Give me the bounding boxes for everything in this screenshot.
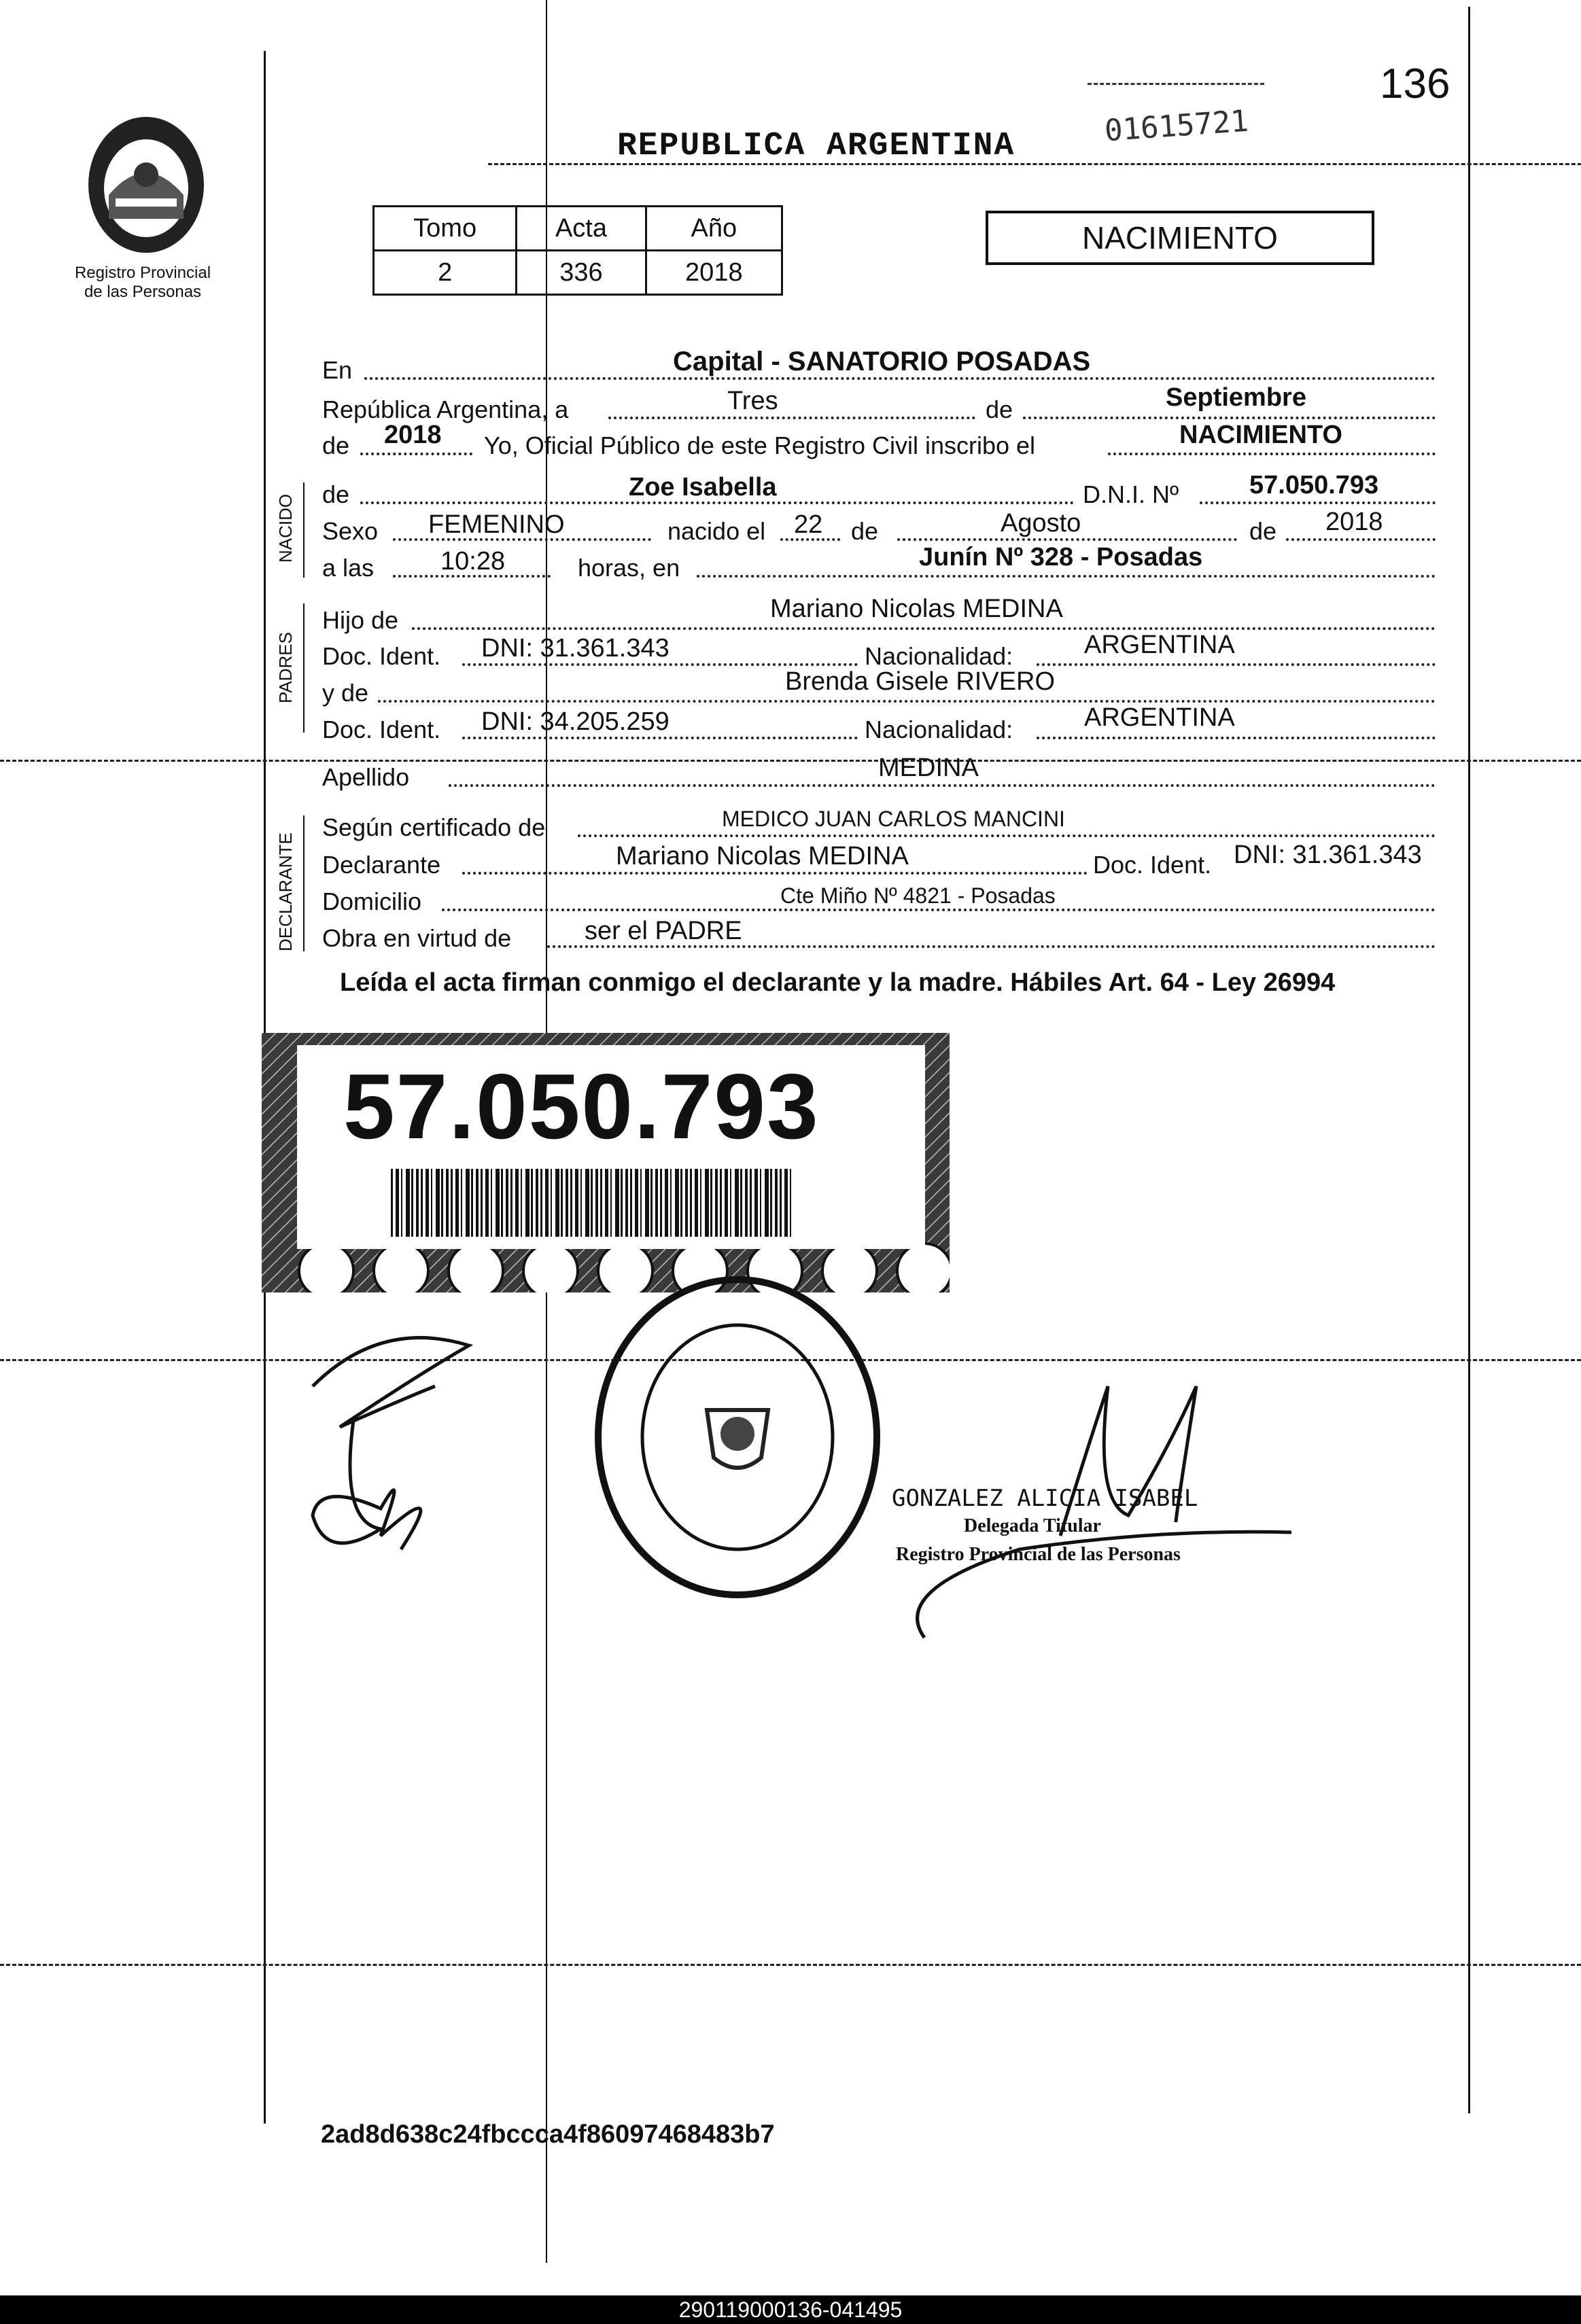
barcode-bar — [431, 1169, 432, 1237]
barcode-bar — [605, 1169, 608, 1237]
domicilio-label: Domicilio — [322, 887, 422, 915]
sticker-dni-number: 57.050.793 — [343, 1055, 820, 1158]
father-name: Mariano Nicolas MEDINA — [770, 595, 1063, 623]
barcode-bar — [441, 1169, 443, 1237]
barcode-bar — [515, 1169, 519, 1237]
barcode-bar — [660, 1169, 662, 1237]
barcode-bar — [610, 1169, 612, 1237]
hijo-label: Hijo de — [322, 606, 399, 634]
dotted-line — [364, 377, 1436, 380]
record-table-header: Acta — [517, 207, 646, 251]
barcode-bar — [710, 1169, 712, 1237]
barcode-bar — [391, 1169, 393, 1237]
sex-value: FEMENINO — [428, 510, 565, 539]
record-table-value-row — [374, 251, 782, 295]
barcode-bar — [540, 1169, 542, 1237]
section-declarante: DECLARANTE — [275, 832, 296, 951]
barcode-bar — [411, 1169, 413, 1237]
barcode-bar — [720, 1169, 722, 1237]
segun-label: Según certificado de — [322, 813, 546, 841]
place-value: Capital - SANATORIO POSADAS — [673, 347, 1091, 376]
barcode-bar — [740, 1169, 742, 1237]
barcode-bar — [555, 1169, 559, 1237]
barcode-bar — [775, 1169, 778, 1237]
serial-number: 01615721 — [1103, 103, 1250, 149]
republica-label: República Argentina, a — [322, 395, 569, 423]
registry-caption-line1: Registro Provincial — [74, 264, 211, 282]
barcode-bar — [566, 1169, 568, 1237]
de-label: de — [322, 480, 350, 508]
barcode-bar — [635, 1169, 638, 1237]
barcode-bar — [506, 1169, 508, 1237]
nacionalidad-label: Nacionalidad: — [865, 642, 1013, 670]
doc-label: Doc. Ident. — [322, 716, 441, 743]
barcode-bar — [650, 1169, 653, 1237]
barcode-bar — [735, 1169, 739, 1237]
birth-place: Junín Nº 328 - Posadas — [919, 543, 1203, 571]
barcode-bar — [585, 1169, 589, 1237]
barcode-bar — [790, 1169, 791, 1237]
barcode-bar — [521, 1169, 522, 1237]
section-bar — [303, 482, 305, 578]
dotted-line — [462, 872, 1088, 875]
dotted-line — [449, 784, 1436, 787]
barcode-bar — [665, 1169, 668, 1237]
y-de-label: y de — [322, 679, 369, 707]
record-table — [372, 205, 783, 296]
declarante-label: Declarante — [322, 851, 441, 879]
official-office: Registro Provincial de las Personas — [896, 1544, 1181, 1565]
barcode-bar — [595, 1169, 598, 1237]
registry-caption-line2: de las Personas — [84, 283, 202, 301]
dotted-line — [547, 945, 1436, 948]
dotted-line — [462, 737, 858, 739]
declarant-name: Mariano Nicolas MEDINA — [616, 842, 909, 870]
barcode-bar — [780, 1169, 782, 1237]
barcode-bar — [621, 1169, 623, 1237]
birth-year: 2018 — [1325, 508, 1383, 536]
barcode-bar — [745, 1169, 748, 1237]
de-label: de — [322, 432, 350, 459]
barcode-bar — [501, 1169, 503, 1237]
barcode-bar — [645, 1169, 649, 1237]
footer-code: 290119000136-041495 — [0, 2295, 1581, 2324]
emblem-icon — [78, 110, 214, 260]
barcode-bar — [670, 1169, 672, 1237]
section-nacido: NACIDO — [275, 493, 296, 563]
dotted-line — [897, 538, 1237, 541]
record-table-cell: 2018 — [646, 251, 782, 295]
barcode-bar — [416, 1169, 419, 1237]
barcode-bar — [466, 1169, 470, 1237]
record-table-cell: 336 — [517, 251, 646, 295]
doc-ident-label: Doc. Ident. — [1093, 851, 1212, 879]
de-label: de — [851, 517, 879, 545]
barcode-bar — [715, 1169, 718, 1237]
birth-time: 10:28 — [440, 547, 506, 576]
barcode-bar — [685, 1169, 688, 1237]
dotted-line — [1023, 417, 1436, 419]
barcode-bar — [485, 1169, 489, 1237]
dotted-line — [462, 663, 858, 666]
barcode-bar — [765, 1169, 769, 1237]
apellido-label: Apellido — [322, 763, 410, 791]
barcode-bar — [401, 1169, 402, 1237]
barcode-bar — [525, 1169, 529, 1237]
mother-nationality: ARGENTINA — [1084, 703, 1235, 732]
dotted-line — [697, 575, 1436, 578]
barcode-bar — [625, 1169, 628, 1237]
barcode-bar — [461, 1169, 462, 1237]
dotted-line — [608, 417, 975, 419]
birth-day: 22 — [794, 510, 823, 539]
dotted-line — [1286, 538, 1436, 541]
barcode-bar — [446, 1169, 449, 1237]
province-emblem — [78, 110, 214, 260]
barcode-bar — [396, 1169, 399, 1237]
de-label: de — [986, 395, 1013, 423]
mother-doc: DNI: 34.205.259 — [481, 707, 670, 736]
de-label: de — [1249, 517, 1277, 545]
certificate-value: MEDICO JUAN CARLOS MANCINI — [722, 807, 1065, 831]
section-padres: PADRES — [275, 632, 296, 703]
record-table-header-row — [374, 207, 782, 251]
dotted-line — [412, 627, 1436, 630]
barcode-bar — [481, 1169, 483, 1237]
barcode-bar — [455, 1169, 459, 1237]
barcode-bar — [406, 1169, 410, 1237]
right-margin-line — [1468, 7, 1470, 2113]
mother-name: Brenda Gisele RIVERO — [785, 667, 1056, 696]
barcode-bar — [531, 1169, 533, 1237]
barcode-bar — [730, 1169, 731, 1237]
a-las-label: a las — [322, 554, 375, 582]
barcode-bar — [580, 1169, 582, 1237]
dotted-line — [1037, 663, 1436, 666]
barcode-bar — [425, 1169, 429, 1237]
declarant-doc: DNI: 31.361.343 — [1234, 841, 1422, 869]
barcode-bar — [591, 1169, 593, 1237]
barcode-bar — [695, 1169, 698, 1237]
dotted-line — [378, 700, 1436, 703]
record-type-box: NACIMIENTO — [986, 211, 1374, 265]
barcode-bar — [705, 1169, 709, 1237]
barcode-bar — [600, 1169, 602, 1237]
sexo-label: Sexo — [322, 517, 379, 545]
doc-label: Doc. Ident. — [322, 642, 441, 670]
barcode-icon — [391, 1169, 799, 1240]
barcode-bar — [496, 1169, 500, 1237]
barcode-bar — [436, 1169, 440, 1237]
en-label: En — [322, 356, 353, 384]
dni-sticker — [262, 1033, 950, 1292]
page-title: REPUBLICA ARGENTINA — [617, 128, 1015, 164]
barcode-bar — [451, 1169, 453, 1237]
horas-label: horas, en — [578, 554, 680, 582]
page-number: 136 — [1380, 60, 1450, 107]
record-table-header: Año — [646, 207, 782, 251]
seal-icon — [591, 1274, 884, 1600]
barcode-bar — [510, 1169, 512, 1237]
barcode-bar — [725, 1169, 728, 1237]
barcode-bar — [700, 1169, 701, 1237]
birth-month: Agosto — [1001, 509, 1081, 538]
barcode-bar — [750, 1169, 752, 1237]
barcode-bar — [675, 1169, 679, 1237]
record-table-cell: 2 — [374, 251, 517, 295]
barcode-bar — [471, 1169, 473, 1237]
barcode-bar — [476, 1169, 479, 1237]
registry-caption — [61, 264, 224, 302]
barcode-bar — [640, 1169, 642, 1237]
dotted-line — [1037, 737, 1436, 739]
barcode-bar — [754, 1169, 758, 1237]
official-name: GONZALEZ ALICIA ISABEL — [892, 1485, 1198, 1512]
year-value: 2018 — [384, 421, 442, 449]
dotted-line — [1108, 453, 1436, 455]
address-value: Cte Miño Nº 4821 - Posadas — [780, 883, 1056, 908]
barcode-bar — [545, 1169, 549, 1237]
capacity-value: ser el PADRE — [585, 917, 742, 945]
nacido-label: nacido el — [667, 517, 766, 545]
barcode-bar — [690, 1169, 692, 1237]
declarant-signature — [299, 1305, 503, 1617]
surname-value: MEDINA — [878, 754, 979, 782]
barcode-bar — [680, 1169, 682, 1237]
dotted-line — [360, 501, 1074, 504]
father-nationality: ARGENTINA — [1084, 631, 1235, 659]
serial-dash — [1088, 83, 1264, 85]
newborn-name: Zoe Isabella — [629, 473, 777, 501]
fold-dash-1 — [0, 760, 1581, 762]
fold-dash-3 — [0, 1964, 1581, 1966]
obra-label: Obra en virtud de — [322, 924, 512, 952]
section-bar — [303, 603, 305, 733]
document-hash: 2ad8d638c24fbccca4f86097468483b7 — [321, 2120, 775, 2149]
nacionalidad-label: Nacionalidad: — [865, 716, 1013, 743]
barcode-bar — [551, 1169, 552, 1237]
father-doc: DNI: 31.361.343 — [481, 634, 670, 663]
barcode-bar — [561, 1169, 563, 1237]
barcode-bar — [615, 1169, 619, 1237]
barcode-bar — [760, 1169, 761, 1237]
event-value: NACIMIENTO — [1179, 421, 1342, 449]
dotted-line — [1200, 501, 1436, 504]
registry-seal — [591, 1274, 884, 1600]
barcode-bar — [770, 1169, 772, 1237]
barcode-bar — [630, 1169, 632, 1237]
dotted-line — [578, 834, 1436, 837]
official-title: Delegada Titular — [964, 1515, 1101, 1536]
barcode-bar — [784, 1169, 788, 1237]
record-table-header: Tomo — [374, 207, 517, 251]
barcode-bar — [655, 1169, 658, 1237]
barcode-bar — [575, 1169, 578, 1237]
newborn-dni: 57.050.793 — [1249, 471, 1379, 499]
month-value: Septiembre — [1166, 383, 1306, 412]
closing-note: Leída el acta firman conmigo el declarante y la madre. Hábiles Art. 64 - Ley 26994 — [340, 968, 1336, 997]
dni-label: D.N.I. Nº — [1083, 480, 1179, 508]
barcode-bar — [491, 1169, 492, 1237]
day-value: Tres — [727, 387, 778, 415]
oficial-text: Yo, Oficial Público de este Registro Civil inscribo el — [484, 432, 1036, 459]
barcode-bar — [421, 1169, 423, 1237]
barcode-bar — [570, 1169, 572, 1237]
barcode-bar — [536, 1169, 538, 1237]
section-bar — [303, 815, 305, 951]
dotted-line — [360, 453, 472, 455]
